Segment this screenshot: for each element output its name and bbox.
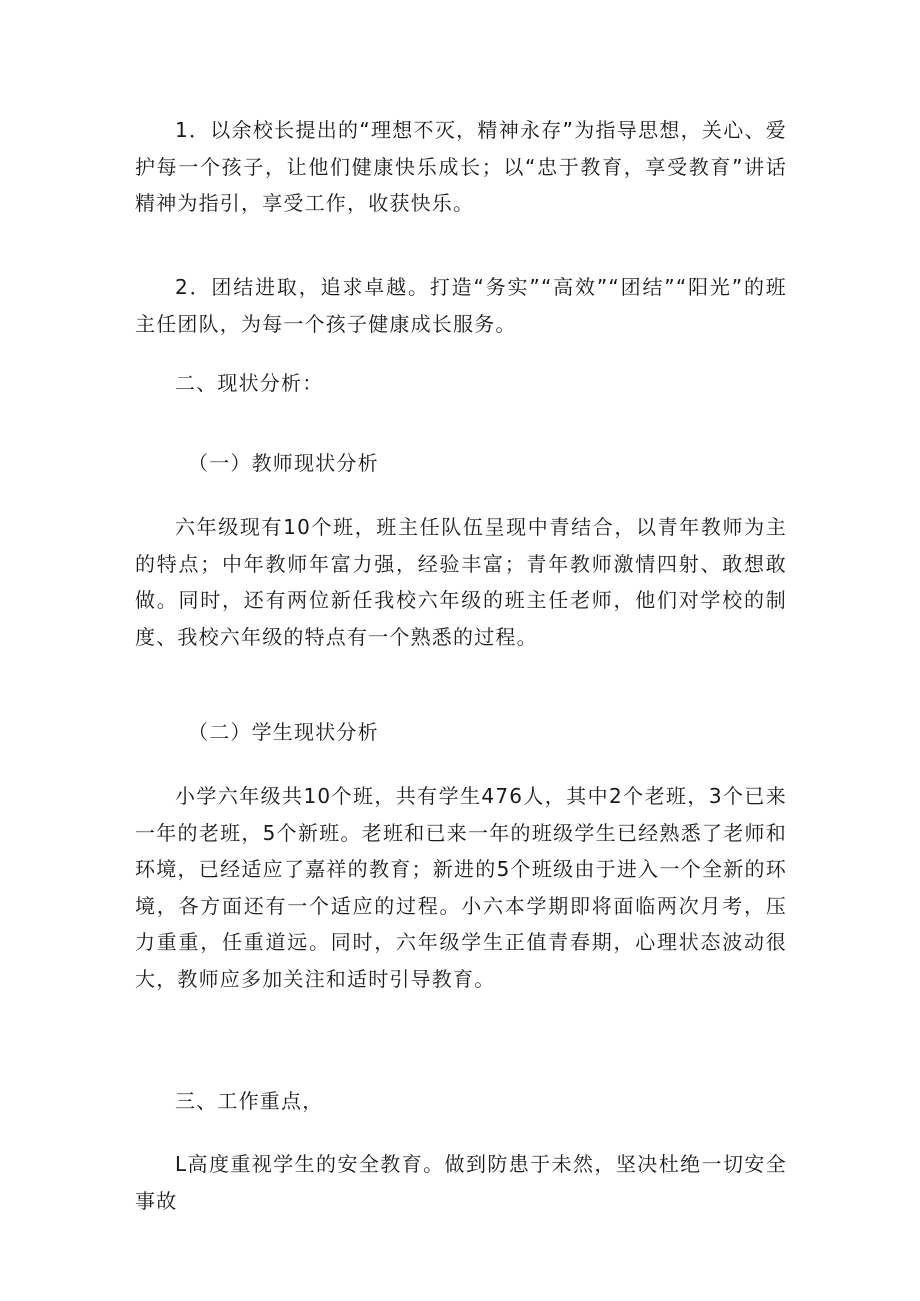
paragraph-student-status: 小学六年级共10个班，共有学生476人，其中2个老班，3个已来一年的老班，5个新班。老班和已来一年的班级学生已经熟悉了老师和环境，已经适应了嘉祥的教育；新进的5个班级由于进入一个全新的环境，各方面还有一个适应的过程。小六本学期即将面临两次月考，压力重重，任重道远。同时，六年级学生正值青春期，心理状态波动很大，教师应多加关注和适时引导教育。	[135, 784, 787, 991]
subheading-student-status: （二）学生现状分析	[188, 720, 379, 744]
paragraph-team-building: 2．团结进取，追求卓越。打造“务实”“高效”“团结”“阳光”的班主任团队，为每一个孩子健康成长服务。	[135, 275, 787, 336]
paragraph-teacher-status: 六年级现有10个班，班主任队伍呈现中青结合，以青年教师为主的特点；中年教师年富力强，经验丰富；青年教师激情四射、敢想敢做。同时，还有两位新任我校六年级的班主任老师，他们对学校的制度、我校六年级的特点有一个熟悉的过程。	[135, 515, 787, 649]
subheading-teacher-status: （一）教师现状分析	[188, 451, 379, 475]
section-heading-work-focus: 三、工作重点，	[175, 1089, 324, 1113]
paragraph-safety-education: L高度重视学生的安全教育。做到防患于未然，坚决杜绝一切安全事故	[135, 1152, 787, 1213]
paragraph-guiding-principle: 1．以余校长提出的“理想不灭，精神永存”为指导思想，关心、爱护每一个孩子，让他们健康快乐成长；以“忠于教育，享受教育”讲话精神为指引，享受工作，收获快乐。	[135, 118, 787, 215]
section-heading-status-analysis: 二、现状分析：	[175, 371, 324, 395]
